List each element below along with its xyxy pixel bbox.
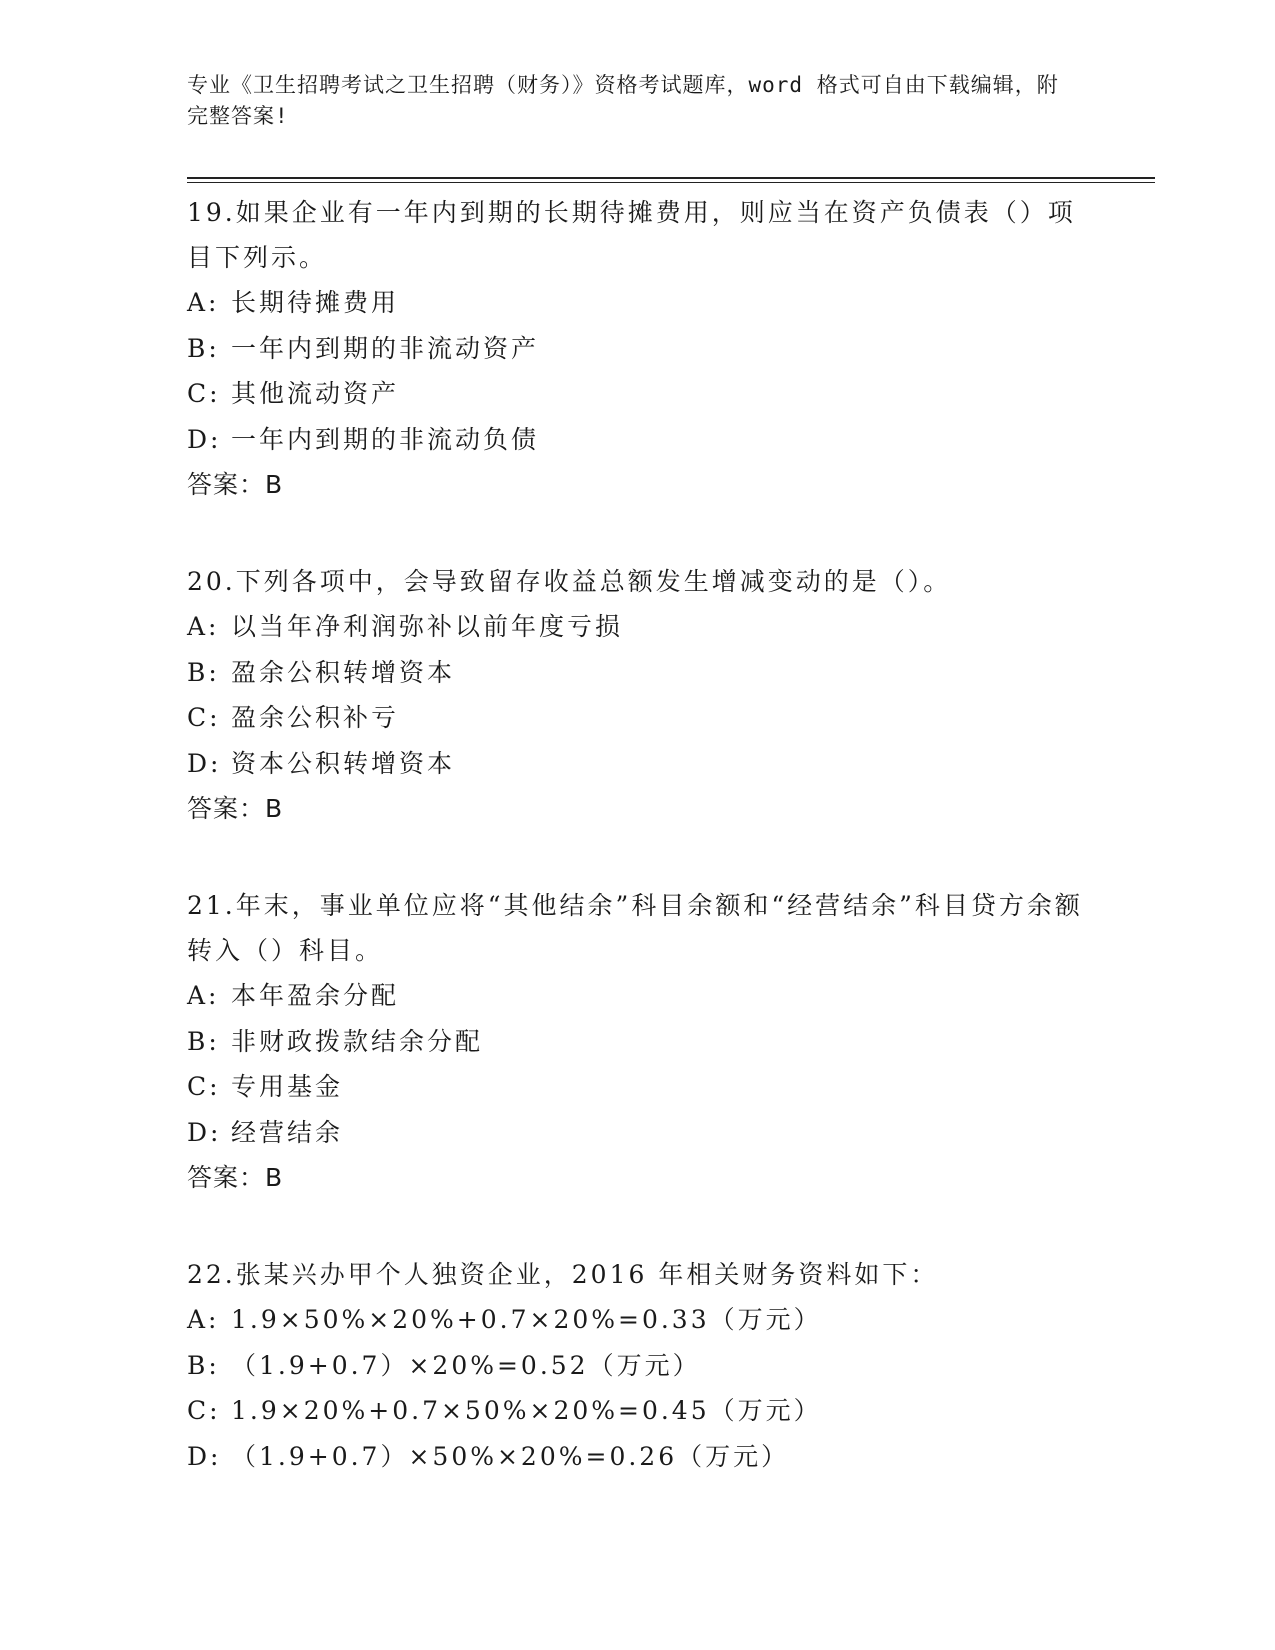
option-letter: A: (187, 612, 220, 641)
option-c (187, 1388, 1087, 1434)
option-c (187, 1064, 1087, 1110)
option-letter: B: (187, 333, 220, 363)
option-letter: D: (187, 424, 222, 454)
header-divider (187, 177, 1155, 183)
question-stem: 19.如果企业有一年内到期的长期待摊费用，则应当在资产负债表（）项目下列示。 (187, 198, 1076, 272)
answer-line: 答案：B (187, 794, 284, 823)
option-b (187, 1019, 1087, 1065)
option-text: 1.9×50%×20%+0.7×20%=0.33（万元） (231, 1305, 822, 1334)
question-19 (187, 190, 1087, 507)
option-text: 一年内到期的非流动资产 (231, 333, 540, 363)
option-letter: D: (187, 1117, 222, 1147)
option-d (187, 417, 1087, 463)
option-b (187, 326, 1087, 372)
option-text: 盈余公积转增资本 (231, 657, 456, 687)
option-letter: C: (187, 1072, 221, 1101)
option-letter: B: (187, 1350, 220, 1380)
option-text: 1.9×20%+0.7×50%×20%=0.45（万元） (231, 1396, 822, 1425)
option-d (187, 1110, 1087, 1156)
option-text: （1.9+0.7）×50%×20%=0.26（万元） (231, 1441, 790, 1471)
option-letter: D: (187, 748, 222, 778)
option-a (187, 280, 1087, 326)
option-a (187, 604, 1087, 650)
option-c (187, 371, 1087, 417)
option-letter: A: (187, 288, 220, 317)
document-header (187, 70, 1087, 132)
option-text: 以当年净利润弥补以前年度亏损 (231, 612, 624, 641)
question-21 (187, 883, 1087, 1200)
question-stem: 22.张某兴办甲个人独资企业，2016 年相关财务资料如下： (187, 1260, 939, 1289)
option-d (187, 1434, 1087, 1480)
option-letter: B: (187, 657, 220, 687)
option-a (187, 973, 1087, 1019)
option-text: 一年内到期的非流动负债 (231, 424, 540, 454)
option-text: 资本公积转增资本 (231, 748, 456, 778)
option-text: 专用基金 (231, 1072, 344, 1101)
divider-line-thin (187, 182, 1155, 183)
option-letter: A: (187, 981, 220, 1010)
option-text: 经营结余 (231, 1117, 344, 1147)
option-text: 长期待摊费用 (231, 288, 400, 317)
option-letter: C: (187, 1396, 221, 1425)
option-b (187, 650, 1087, 696)
option-letter: A: (187, 1305, 220, 1334)
option-letter: D: (187, 1441, 222, 1471)
option-a (187, 1297, 1087, 1343)
option-b (187, 1343, 1087, 1389)
divider-line-thick (187, 177, 1155, 179)
option-d (187, 741, 1087, 787)
option-letter: C: (187, 379, 221, 408)
option-text: 非财政拨款结余分配 (231, 1026, 484, 1056)
option-letter: B: (187, 1026, 220, 1056)
option-text: （1.9+0.7）×20%=0.52（万元） (231, 1350, 701, 1380)
question-list (187, 190, 1087, 1531)
question-stem: 21.年末，事业单位应将“其他结余”科目余额和“经营结余”科目贷方余额转入（）科目。 (187, 891, 1083, 965)
question-20 (187, 559, 1087, 831)
answer-line: 答案：B (187, 1163, 284, 1192)
question-22 (187, 1252, 1087, 1479)
option-text: 其他流动资产 (231, 379, 400, 408)
option-text: 盈余公积补亏 (231, 703, 400, 732)
header-intro: 专业《卫生招聘考试之卫生招聘（财务）》资格考试题库，word 格式可自由下载编辑，附完整答案! (187, 73, 1059, 128)
question-stem: 20.下列各项中，会导致留存收益总额发生增减变动的是（）。 (187, 567, 952, 596)
answer-line: 答案：B (187, 470, 284, 499)
option-c (187, 695, 1087, 741)
option-text: 本年盈余分配 (231, 981, 400, 1010)
option-letter: C: (187, 703, 221, 732)
